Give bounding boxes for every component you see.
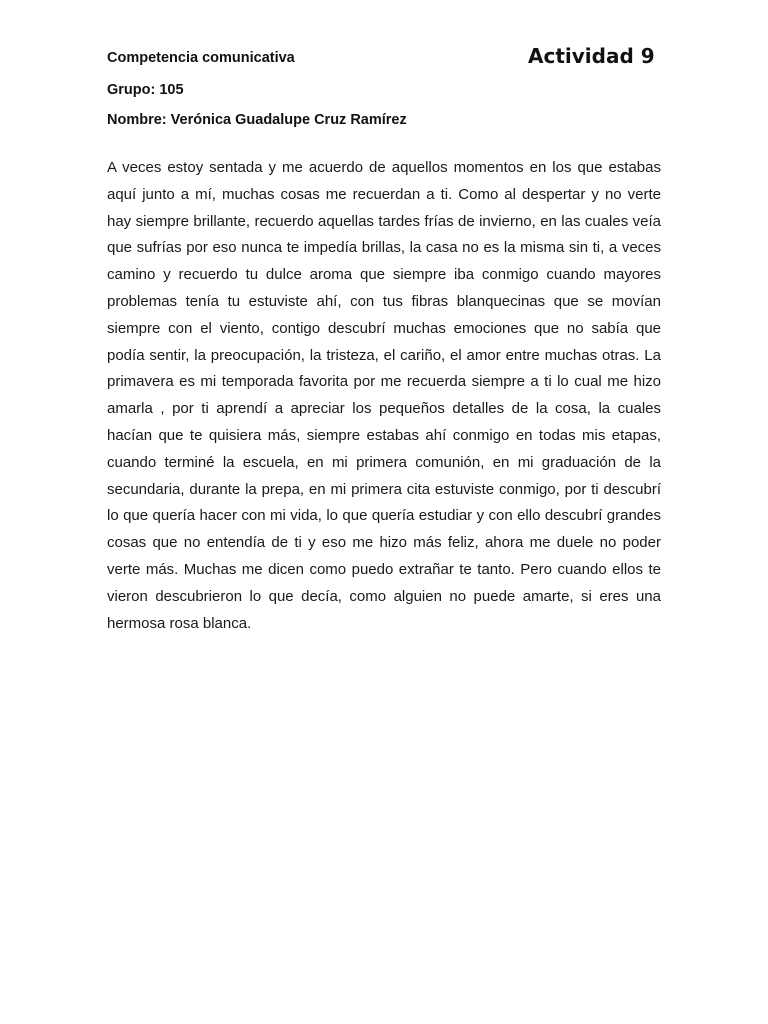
group-label: Grupo: 105 [107, 82, 184, 98]
course-title: Competencia comunicativa [107, 50, 295, 66]
activity-title: Actividad 9 [528, 44, 655, 68]
body-paragraph: A veces estoy sentada y me acuerdo de aquellos momentos en los que estabas aquí junto a mí, muchas cosas me recuerdan a ti. Como al despertar y no verte hay siempre brillante, recuerdo aquellas tardes frías de invierno, en las cuales veía que sufrías por eso nunca te impedía brillas, la casa no es la misma sin ti, a veces camino y recuerdo tu dulce aroma que siempre iba conmigo cuando mayores problemas tenía tu estuviste ahí, con tus fibras blanquecinas que se movían siempre con el viento, contigo descubrí muchas emociones que no sabía que podía sentir, la preocupación, la tristeza, el cariño, el amor entre muchas otras. La primavera es mi temporada favorita por me recuerda siempre a ti lo cual me hizo amarla , por ti aprendí a apreciar los pequeños detalles de la cosa, la cuales hacían que te quisiera más, siempre estabas ahí conmigo en todas mis etapas, cuando terminé la escuela, en mi primera comunión, en mi graduación de la secundaria, durante la prepa, en mi primera cita estuviste conmigo, por ti descubrí lo que quería hacer con mi vida, lo que quería estudiar y con ello descubrí grandes cosas que no entendía de ti y eso me hizo más feliz, ahora me duele no poder verte más. Muchas me dicen como puedo extrañar te tanto. Pero cuando ellos te vieron descubrieron lo que decía, como alguien no puede amarte, si eres una hermosa rosa blanca. [107, 159, 661, 632]
student-name: Nombre: Verónica Guadalupe Cruz Ramírez [107, 112, 407, 128]
